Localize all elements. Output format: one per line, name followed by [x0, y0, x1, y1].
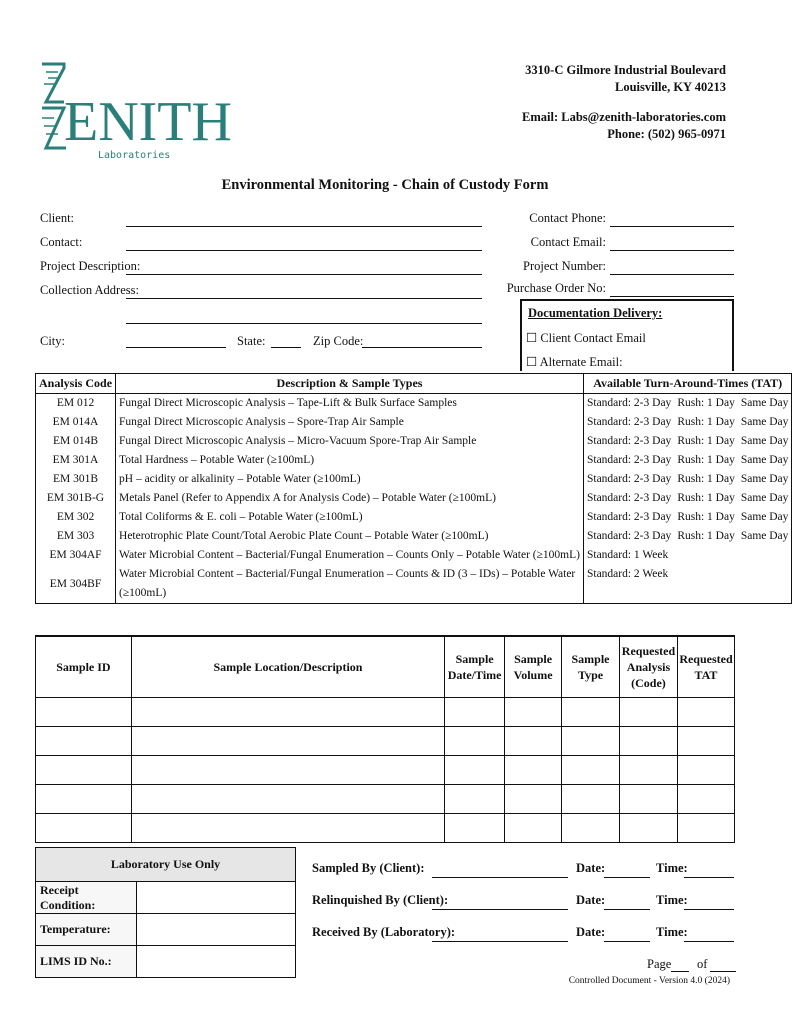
relinquished-date-field[interactable] — [604, 909, 650, 910]
sample-table — [35, 635, 735, 843]
tat-rush-cell: Rush: 1 Day — [677, 397, 735, 409]
tat-standard-cell: Standard: 2-3 Day — [583, 394, 674, 414]
description-cell: Heterotrophic Plate Count/Total Aerobic Plate Count – Potable Water (≥100mL) — [116, 527, 584, 546]
project-number-label: Project Number: — [523, 259, 606, 273]
analysis-row — [36, 413, 792, 432]
sample-cell[interactable] — [131, 756, 444, 785]
receipt-condition-field[interactable] — [137, 882, 296, 914]
logo-subtitle: Laboratories — [98, 150, 171, 161]
sample-cell[interactable] — [131, 814, 444, 843]
sample-row — [36, 785, 735, 814]
relinquished-by-label: Relinquished By (Client): — [312, 893, 449, 907]
analysis-row — [36, 565, 792, 604]
tat-rush-cell: Rush: 1 Day — [677, 530, 735, 542]
tat-same-day-cell: Same Day — [738, 413, 792, 432]
receipt-condition-label: Receipt Condition: — [36, 882, 137, 914]
description-cell: Total Coliforms & E. coli – Potable Water (≥100mL) — [116, 508, 584, 527]
collection-address-label: Collection Address: — [40, 283, 139, 297]
tat-standard-cell: Standard: 2-3 Day — [583, 413, 674, 432]
sample-row — [36, 727, 735, 756]
tat-rush-cell — [674, 565, 738, 604]
documentation-delivery-box — [520, 299, 734, 371]
description-cell: pH – acidity or alkalinity – Potable Water (≥100mL) — [116, 470, 584, 489]
relinquished-time-label: Time: — [656, 893, 688, 907]
project-number-field[interactable] — [610, 274, 734, 275]
dna-logo-icon — [36, 58, 232, 162]
controlled-document-text: Controlled Document - Version 4.0 (2024) — [568, 976, 730, 986]
sample-cell[interactable] — [562, 727, 620, 756]
phone-text: Phone: (502) 965-0971 — [607, 127, 726, 141]
city-label: City: — [40, 334, 66, 348]
client-label: Client: — [40, 211, 75, 225]
tat-rush-cell — [674, 546, 738, 565]
address-line2: Louisville, KY 40213 — [614, 80, 726, 94]
tat-same-day-cell: Same Day — [738, 489, 792, 508]
sample-volume-header: Sample Volume — [505, 636, 562, 698]
analysis-code-cell: EM 302 — [36, 508, 116, 527]
requested-analysis-header: Requested Analysis (Code) — [619, 636, 677, 698]
received-date-label: Date: — [576, 925, 606, 939]
sample-datetime-header: Sample Date/Time — [445, 636, 505, 698]
received-time-label: Time: — [656, 925, 688, 939]
sample-cell[interactable] — [445, 814, 505, 843]
page-number-field[interactable] — [671, 971, 689, 972]
sample-cell[interactable] — [131, 727, 444, 756]
lims-id-field[interactable] — [137, 946, 296, 978]
temperature-label: Temperature: — [36, 914, 137, 946]
sample-cell[interactable] — [445, 756, 505, 785]
tat-same-day-cell — [738, 565, 792, 604]
sample-cell[interactable] — [677, 814, 734, 843]
requested-tat-header: Requested TAT — [677, 636, 734, 698]
collection-address-field-2[interactable] — [126, 323, 482, 324]
received-by-label: Received By (Laboratory): — [312, 925, 456, 939]
collection-address-field[interactable] — [126, 298, 482, 299]
description-cell: Metals Panel (Refer to Appendix A for Analysis Code) – Potable Water (≥100mL) — [116, 489, 584, 508]
analysis-code-cell: EM 014B — [36, 432, 116, 451]
tat-standard-cell: Standard: 1 Week — [583, 546, 674, 565]
lab-use-table — [35, 847, 296, 978]
contact-phone-field[interactable] — [610, 226, 734, 227]
sampled-time-field[interactable] — [684, 877, 734, 878]
sample-cell[interactable] — [505, 814, 562, 843]
tat-same-day-cell: Same Day — [738, 432, 792, 451]
received-date-field[interactable] — [604, 941, 650, 942]
client-field[interactable] — [126, 226, 482, 227]
description-cell: Fungal Direct Microscopic Analysis – Micro-Vacuum Spore-Trap Air Sample — [116, 432, 584, 451]
analysis-row — [36, 470, 792, 489]
sample-cell[interactable] — [131, 785, 444, 814]
contact-email-field[interactable] — [610, 250, 734, 251]
project-description-field[interactable] — [126, 274, 482, 275]
sample-cell[interactable] — [505, 756, 562, 785]
sample-cell[interactable] — [562, 698, 620, 727]
description-cell: Water Microbial Content – Bacterial/Fungal Enumeration – Counts & ID (3 – IDs) – Potable Water (≥100mL) — [116, 565, 584, 604]
sample-cell[interactable] — [445, 727, 505, 756]
sample-row — [36, 814, 735, 843]
tat-same-day-cell: Same Day — [738, 527, 792, 546]
city-field[interactable] — [126, 347, 226, 348]
tat-standard-cell: Standard: 2-3 Day — [583, 489, 674, 508]
analysis-row — [36, 546, 792, 565]
analysis-code-cell: EM 301B-G — [36, 489, 116, 508]
analysis-code-cell: EM 012 — [36, 394, 116, 414]
sample-cell[interactable] — [677, 785, 734, 814]
tat-standard-cell: Standard: 2-3 Day — [583, 432, 674, 451]
analysis-row — [36, 527, 792, 546]
sample-cell[interactable] — [619, 727, 677, 756]
sample-cell[interactable] — [619, 785, 677, 814]
sampled-date-field[interactable] — [604, 877, 650, 878]
analysis-code-cell: EM 304BF — [36, 565, 116, 604]
contact-label: Contact: — [40, 235, 83, 249]
contact-field[interactable] — [126, 250, 482, 251]
analysis-row — [36, 432, 792, 451]
sample-cell[interactable] — [445, 785, 505, 814]
contact-phone-label: Contact Phone: — [529, 211, 606, 225]
sample-cell[interactable] — [562, 785, 620, 814]
address-block — [522, 62, 726, 143]
sample-cell[interactable] — [505, 727, 562, 756]
description-cell: Total Hardness – Potable Water (≥100mL) — [116, 451, 584, 470]
analysis-table — [35, 373, 792, 604]
sample-row — [36, 756, 735, 785]
analysis-code-cell: EM 014A — [36, 413, 116, 432]
analysis-row — [36, 508, 792, 527]
tat-rush-cell: Rush: 1 Day — [677, 454, 735, 466]
analysis-code-cell: EM 304AF — [36, 546, 116, 565]
description-cell: Fungal Direct Microscopic Analysis – Spore-Trap Air Sample — [116, 413, 584, 432]
analysis-row — [36, 489, 792, 508]
tat-rush-cell: Rush: 1 Day — [677, 435, 735, 447]
analysis-row — [36, 451, 792, 470]
documentation-delivery-heading: Documentation Delivery: — [528, 306, 663, 320]
contact-email-label: Contact Email: — [530, 235, 606, 249]
page-total-field[interactable] — [710, 971, 736, 972]
tat-standard-cell: Standard: 2-3 Day — [583, 451, 674, 470]
analysis-code-cell: EM 303 — [36, 527, 116, 546]
sample-cell[interactable] — [36, 756, 132, 785]
sample-cell[interactable] — [619, 814, 677, 843]
client-contact-email-checkbox[interactable]: ☐ Client Contact Email — [526, 331, 646, 345]
sample-cell[interactable] — [619, 698, 677, 727]
lab-use-heading: Laboratory Use Only — [36, 848, 296, 882]
tat-rush-cell: Rush: 1 Day — [677, 511, 735, 523]
state-field[interactable] — [271, 347, 301, 348]
tat-standard-cell: Standard: 2-3 Day — [583, 508, 674, 527]
sample-cell[interactable] — [677, 756, 734, 785]
sampled-date-label: Date: — [576, 861, 606, 875]
description-cell: Fungal Direct Microscopic Analysis – Tape-Lift & Bulk Surface Samples — [116, 394, 584, 414]
tat-standard-cell: Standard: 2-3 Day — [583, 470, 674, 489]
relinquished-time-field[interactable] — [684, 909, 734, 910]
sample-cell[interactable] — [36, 727, 132, 756]
analysis-row — [36, 394, 792, 414]
tat-header: Available Turn-Around-Times (TAT) — [583, 374, 791, 394]
tat-same-day-cell: Same Day — [738, 451, 792, 470]
sample-location-header: Sample Location/Description — [131, 636, 444, 698]
sample-cell[interactable] — [131, 698, 444, 727]
sampled-time-label: Time: — [656, 861, 688, 875]
tat-rush-cell: Rush: 1 Day — [677, 473, 735, 485]
received-by-field[interactable] — [432, 941, 568, 942]
logo-wordmark: ENITH — [64, 91, 232, 153]
sample-cell[interactable] — [619, 756, 677, 785]
analysis-code-cell: EM 301B — [36, 470, 116, 489]
relinquished-by-field[interactable] — [432, 909, 568, 910]
email-text: Email: Labs@zenith-laboratories.com — [522, 110, 726, 124]
received-time-field[interactable] — [684, 941, 734, 942]
sampled-by-label: Sampled By (Client): — [312, 861, 425, 875]
sample-cell[interactable] — [36, 814, 132, 843]
sample-row — [36, 698, 735, 727]
sample-cell[interactable] — [562, 814, 620, 843]
project-description-label: Project Description: — [40, 259, 141, 273]
purchase-order-label: Purchase Order No: — [506, 281, 606, 295]
analysis-code-cell: EM 301A — [36, 451, 116, 470]
sample-cell[interactable] — [562, 756, 620, 785]
page-title: Environmental Monitoring - Chain of Custody Form — [221, 177, 549, 193]
tat-rush-cell: Rush: 1 Day — [677, 416, 735, 428]
sample-cell[interactable] — [677, 698, 734, 727]
sample-cell[interactable] — [445, 698, 505, 727]
of-label: of — [697, 957, 708, 971]
tat-same-day-cell: Same Day — [738, 394, 792, 414]
tat-rush-cell: Rush: 1 Day — [677, 492, 735, 504]
sample-type-header: Sample Type — [562, 636, 620, 698]
tat-standard-cell: Standard: 2-3 Day — [583, 527, 674, 546]
page-label: Page — [647, 957, 672, 971]
sample-cell[interactable] — [505, 698, 562, 727]
zip-field[interactable] — [362, 347, 482, 348]
state-label: State: — [237, 334, 266, 348]
tat-standard-cell: Standard: 2 Week — [583, 565, 674, 604]
description-cell: Water Microbial Content – Bacterial/Fungal Enumeration – Counts Only – Potable Water (≥100mL) — [116, 546, 584, 565]
analysis-code-header: Analysis Code — [36, 374, 116, 394]
alternate-email-checkbox[interactable]: ☐ Alternate Email: — [526, 355, 623, 369]
sampled-by-field[interactable] — [432, 877, 568, 878]
sample-id-header: Sample ID — [36, 636, 132, 698]
sample-cell[interactable] — [36, 785, 132, 814]
zip-label: Zip Code: — [313, 334, 364, 348]
sample-cell[interactable] — [677, 727, 734, 756]
description-header: Description & Sample Types — [116, 374, 584, 394]
zenith-logo — [36, 58, 232, 162]
address-line1: 3310-C Gilmore Industrial Boulevard — [525, 63, 726, 77]
lims-id-label: LIMS ID No.: — [36, 946, 137, 978]
purchase-order-field[interactable] — [610, 296, 734, 297]
sample-cell[interactable] — [36, 698, 132, 727]
sample-cell[interactable] — [505, 785, 562, 814]
tat-same-day-cell: Same Day — [738, 508, 792, 527]
tat-same-day-cell — [738, 546, 792, 565]
tat-same-day-cell: Same Day — [738, 470, 792, 489]
temperature-field[interactable] — [137, 914, 296, 946]
relinquished-date-label: Date: — [576, 893, 606, 907]
